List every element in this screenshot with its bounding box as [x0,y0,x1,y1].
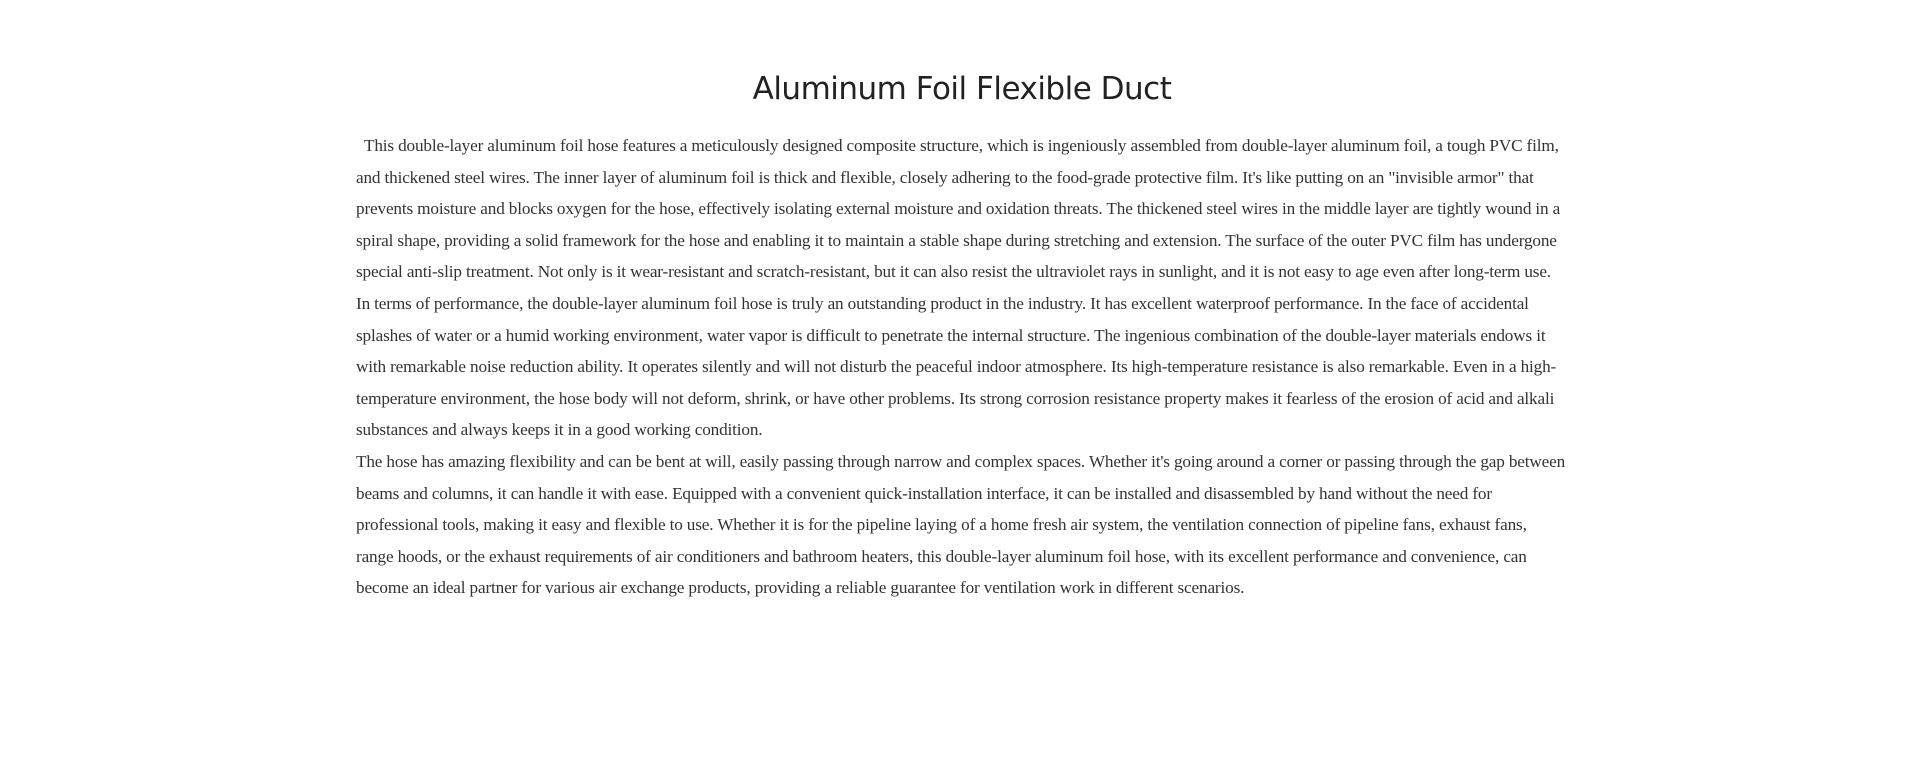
article [356,62,1568,604]
paragraph-structure: This double-layer aluminum foil hose features a meticulously designed composite structure, which is ingeniously assembled from double-layer aluminum foil, a tough PVC film, and thickened steel wires. The inner layer of aluminum foil is thick and flexible, closely adhering to the food-grade protective film. It's like putting on an "invisible armor" that prevents moisture and blocks oxygen for the hose, effectively isolating external moisture and oxidation threats. The thickened steel wires in the middle layer are tightly wound in a spiral shape, providing a solid framework for the hose and enabling it to maintain a stable shape during stretching and extension. The surface of the outer PVC film has undergone special anti-slip treatment. Not only is it wear-resistant and scratch-resistant, but it can also resist the ultraviolet rays in sunlight, and it is not easy to age even after long-term use. [356,136,1561,282]
article-body [356,130,1568,604]
page-title: Aluminum Foil Flexible Duct [752,71,1172,107]
paragraph-performance: In terms of performance, the double-layer aluminum foil hose is truly an outstanding product in the industry. It has excellent waterproof performance. In the face of accidental splashes of water or a humid working environment, water vapor is difficult to penetrate the internal structure. The ingenious combination of the double-layer materials endows it with remarkable noise reduction ability. It operates silently and will not disturb the peaceful indoor atmosphere. Its high-temperature resistance is also remarkable. Even in a high-temperature environment, the hose body will not deform, shrink, or have other problems. Its strong corrosion resistance property makes it fearless of the erosion of acid and alkali substances and always keeps it in a good working condition. [356,293,1557,440]
paragraph-flexibility: The hose has amazing flexibility and can be bent at will, easily passing through narrow and complex spaces. Whether it's going around a corner or passing through the gap between beams and columns, it can handle it with ease. Equipped with a convenient quick-installation interface, it can be installed and disassembled by hand without the need for professional tools, making it easy and flexible to use. Whether it is for the pipeline laying of a home fresh air system, the ventilation connection of pipeline fans, exhaust fans, range hoods, or the exhaust requirements of air conditioners and bathroom heaters, this double-layer aluminum foil hose, with its excellent performance and convenience, can become an ideal partner for various air exchange products, providing a reliable guarantee for ventilation work in different scenarios. [356,451,1566,598]
